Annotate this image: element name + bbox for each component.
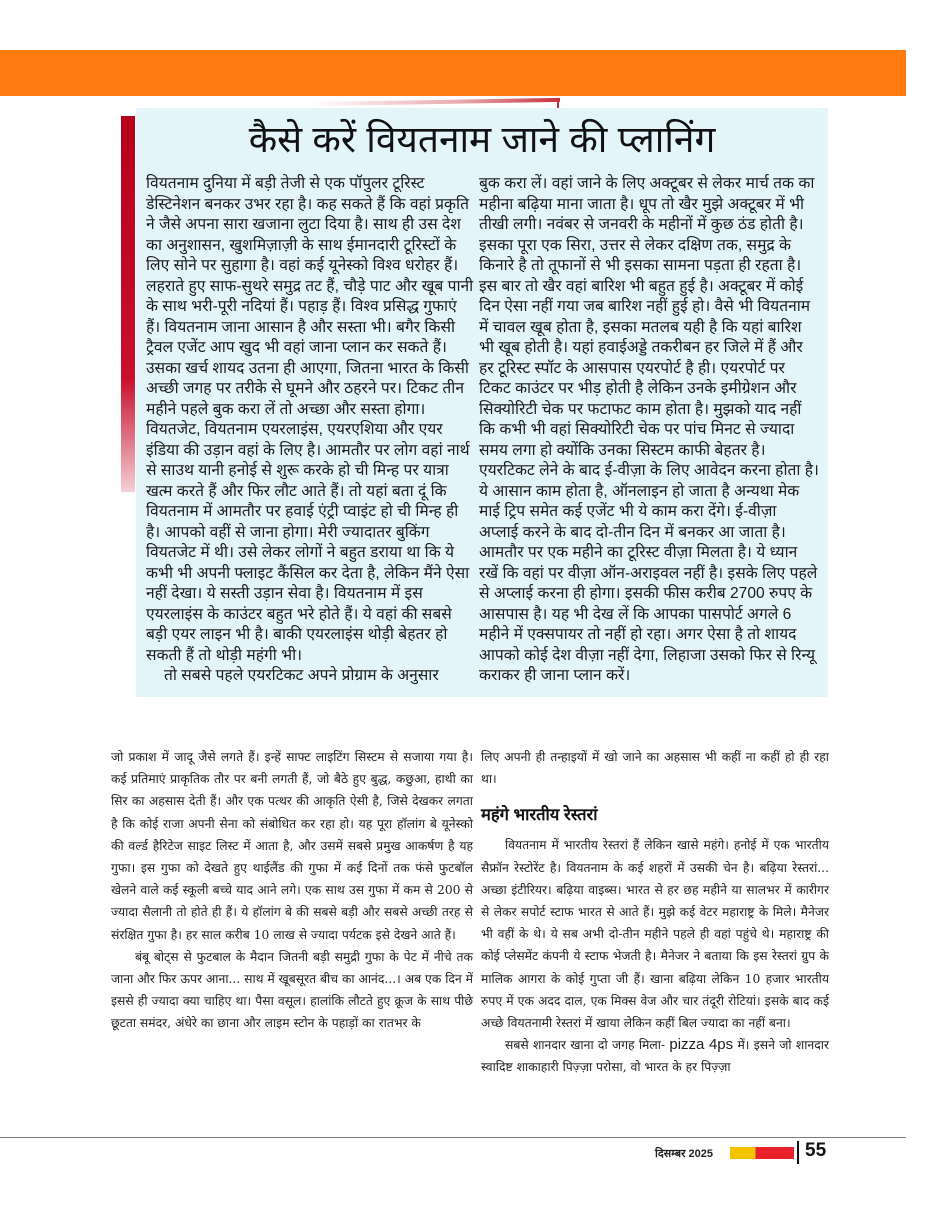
paragraph-text: में। इसने जो शानदार स्वादिष्ट शाकाहारी पिज़्ज़ा परोसा, वो भारत के हर पिज़्ज़ा — [481, 1038, 829, 1075]
page-number: 55 — [805, 1140, 827, 1161]
paragraph-text: सबसे शानदार खाना दो जगह मिला- — [505, 1038, 666, 1053]
article-paragraph — [481, 1034, 829, 1078]
sidebar-paragraph: बुक करा लें। वहां जाने के लिए अक्टूबर से लेकर मार्च तक का महीना बढ़िया माना जाता है। धूप तो खैर मुझे अक्टूबर में भी तीखी लगी। नवंबर से जनवरी के महीनों में कुछ ठंड होती है। इसका पूरा एक सिरा, उत्तर से लेकर दक्षिण तक, समुद्र के किनारे है तो तूफानों से भी इसका सामना पड़ता ही रहता है। इस बार तो खैर वहां बारिश भी बहुत हुई है। अक्टूबर में कोई दिन ऐसा नहीं गया जब बारिश नहीं हुई हो। वैसे भी वियतनाम में चावल खूब होता है, इसका मतलब यही है कि यहां बारिश भी खूब होती है। यहां हवाईअड्डे तकरीबन हर जिले में हैं और हर टूरिस्ट स्पॉट के आसपास एयरपोर्ट है ही। एयरपोर्ट पर टिकट काउंटर पर भीड़ होती है लेकिन उनके इमीग्रेशन और सिक्योरिटी चेक पर फटाफट काम होता है। मुझको याद नहीं कि कभी भी वहां सिक्योरिटी चेक पर पांच मिनट से ज्यादा समय लगा हो क्योंकि उनका सिस्टम काफी बेहतर है। एयरटिकट लेने के बाद ई-वीज़ा के लिए आवेदन करना होता है। ये आसान काम होता है, ऑनलाइन हो जाता है अन्यथा मेक माई ट्रिप समेत कई एजेंट भी ये काम करा देंगे। ई-वीज़ा अप्लाई करने के बाद दो-तीन दिन में बनकर आ जाता है। आमतौर पर एक महीने का टूरिस्ट वीज़ा मिलता है। ये ध्यान रखें कि वहां पर वीज़ा ऑन-अराइवल नहीं है। इसके लिए पहले से अप्लाई करना ही होगा। इसकी फीस करीब 2700 रुपए के आसपास है। यह भी देख लें कि आपका पासपोर्ट अगले 6 महीने में एक्सपायर तो नहीं हो रहा। अगर ऐसा है तो शायद आपको कोई देश वीज़ा नहीं देगा, लिहाजा उसको फिर से रिन्यू कराकर ही जाना प्लान करें। — [479, 175, 819, 684]
sidebar-column-left — [146, 174, 474, 687]
header-color-band — [0, 50, 906, 96]
article-paragraph: जो प्रकाश में जादू जैसे लगते हैं। इन्हें साफ्ट लाइटिंग सिस्टम से सजाया गया है। कई प्रतिमाएं प्राकृतिक तौर पर बनी लगती हैं, जो बैठे हुए बुद्ध, कछुआ, हाथी का सिर का अहसास देती हैं। और एक पत्थर की आकृति ऐसी है, जिसे देखकर लगता है कि कोई राजा अपनी सेना को संबोधित कर रहा हो। यह पूरा हॉलांग बे यूनेस्को की वर्ल्ड हैरिटेज साइट लिस्ट में आता है, और उसमें सबसे प्रमुख आकर्षण है यह गुफा। इस गुफा को देखते हुए थाईलैंड की गुफा में कई दिनों तक फंसे फुटबॉल खेलने वाले कई स्कूली बच्चे याद आने लगे। एक साथ उस गुफा में कम से 200 से ज्यादा सैलानी तो होते ही हैं। ये हॉलांग बे की सबसे बड़ी और सबसे अच्छी तरह से संरक्षित गुफा है। हर साल करीब 10 लाख से ज्यादा पर्यटक इसे देखने आते हैं। — [111, 750, 473, 942]
decorative-line — [310, 98, 560, 106]
sidebar-box — [136, 108, 828, 697]
sidebar-paragraph: वियतनाम दुनिया में बड़ी तेजी से एक पॉपुलर टूरिस्ट डेस्टिनेशन बनकर उभर रहा है। कह सकते हैं कि वहां प्रकृति ने जैसे अपना सारा खजाना लुटा दिया है। साथ ही उस देश का अनुशासन, खुशमिज़ाज़ी के साथ ईमानदारी टूरिस्टों के लिए सोने पर सुहागा है। वहां कई यूनेस्को विश्व धरोहर हैं। लहराते हुए साफ-सुथरे समुद्र तट हैं, चौड़े पाट और खूब पानी के साथ भरी-पूरी नदियां हैं। पहाड़ हैं। विश्व प्रसिद्ध गुफाएं हैं। वियतनाम जाना आसान है और सस्ता भी। बगैर किसी ट्रैवल एजेंट आप खुद भी वहां जाना प्लान कर सकते हैं। उसका खर्च शायद उतना ही आएगा, जितना भारत के किसी अच्छी जगह पर तरीके से घूमने और ठहरने पर। टिकट तीन महीने पहले बुक करा लें तो अच्छा और सस्ता होगा। वियतजेट, वियतनाम एयरलाइंस, एयरएशिया और एयर इंडिया की उड़ान वहां के लिए है। आमतौर पर लोग वहां नार्थ से साउथ यानी हनोई से शुरू करके हो ची मिन्ह पर यात्रा खत्म करते हैं और फिर लौट आते हैं। तो यहां बता दूं कि वियतनाम में आमतौर पर हवाई एंट्री प्वाइंट हो ची मिन्ह ही है। आपको वहीं से जाना होगा। मेरी ज्यादातर बुकिंग वियतजेट में थी। उसे लेकर लोगों ने बहुत डराया था कि ये कभी भी अपनी फ्लाइट कैंसिल कर देता है, लेकिन मैंने ऐसा नहीं देखा। ये सस्ती उड़ान सेवा है। वियतनाम में इस एयरलाइंस के काउंटर बहुत भरे होते हैं। ये वहां की सबसे बड़ी एयर लाइन भी है। बाकी एयरलाइंस थोड़ी बेहतर हो सकती हैं तो थोड़ी महंगी भी। — [146, 175, 474, 664]
article-paragraph: वियतनाम में भारतीय रेस्तरां हैं लेकिन खासे महंगे। हनोई में एक भारतीय सैफ्रॉन रेस्टोरेंट है। वियतनाम के कई शहरों में उसकी चेन है। बढ़िया रेस्तरां... अच्छा इंटीरियर। बढ़िया वाइब्स। भारत से हर छह महीने या सालभर में कारीगर से लेकर सपोर्ट स्टाफ भारत से आते हैं। मुझे कई वेटर महाराष्ट्र के मिले। मैनेजर भी वहीं के थे। ये सब अभी दो-तीन महीने पहले ही वहां पहुंचे थे। महाराष्ट्र की कोई प्लेसमेंट कंपनी ये स्टाफ भेजती है। मैनेजर ने बताया कि इस रेस्तरां ग्रुप के मालिक आगरा के कोई गुप्ता जी हैं। खाना बढ़िया लेकिन 10 हजार भारतीय रुपए में एक अदद दाल, एक मिक्स वेज और चार तंदूरी रोटियां। इसके बाद कई अच्छे वियतनामी रेस्तरां में खाया लेकिन कहीं बिल ज्यादा का नहीं बना। — [481, 838, 829, 1031]
article-paragraph: लिए अपनी ही तन्हाइयों में खो जाने का अहसास भी कहीं ना कहीं हो ही रहा था। — [481, 750, 829, 787]
decorative-tick — [557, 98, 559, 108]
article-column-left — [111, 746, 473, 1035]
sidebar-column-right — [479, 174, 819, 687]
sidebar-columns — [136, 174, 828, 687]
restaurant-name: pizza 4ps — [669, 1036, 734, 1054]
article-column-right — [481, 746, 829, 1079]
issue-date: दिसम्बर 2025 — [655, 1148, 714, 1160]
footer-divider — [0, 1137, 906, 1138]
sidebar-paragraph: तो सबसे पहले एयरटिकट अपने प्रोग्राम के अनुसार — [164, 667, 439, 684]
magazine-logo-icon — [730, 1147, 794, 1159]
accent-red-bar — [121, 116, 135, 492]
article-body — [111, 746, 829, 1079]
sidebar-title: कैसे करें वियतनाम जाने की प्लानिंग — [248, 119, 716, 160]
page-footer — [0, 1137, 906, 1177]
footer-separator — [797, 1141, 799, 1164]
section-subheading: महंगे भारतीय रेस्तरां — [481, 806, 598, 825]
article-paragraph: बंबू बोट्स से फुटबाल के मैदान जितनी बड़ी समुद्री गुफा के पेट में नीचे तक जाना और फिर ऊपर आना... साथ में खूबसूरत बीच का आनंद...। अब एक दिन में इससे ही ज्यादा क्या चाहिए था। पैसा वसूल। हालांकि लौटते हुए क्रूज के साथ पीछे छूटता समंदर, अंधेरे का छाना और लाइम स्टोन के पहाड़ों का रातभर के — [111, 949, 473, 1031]
